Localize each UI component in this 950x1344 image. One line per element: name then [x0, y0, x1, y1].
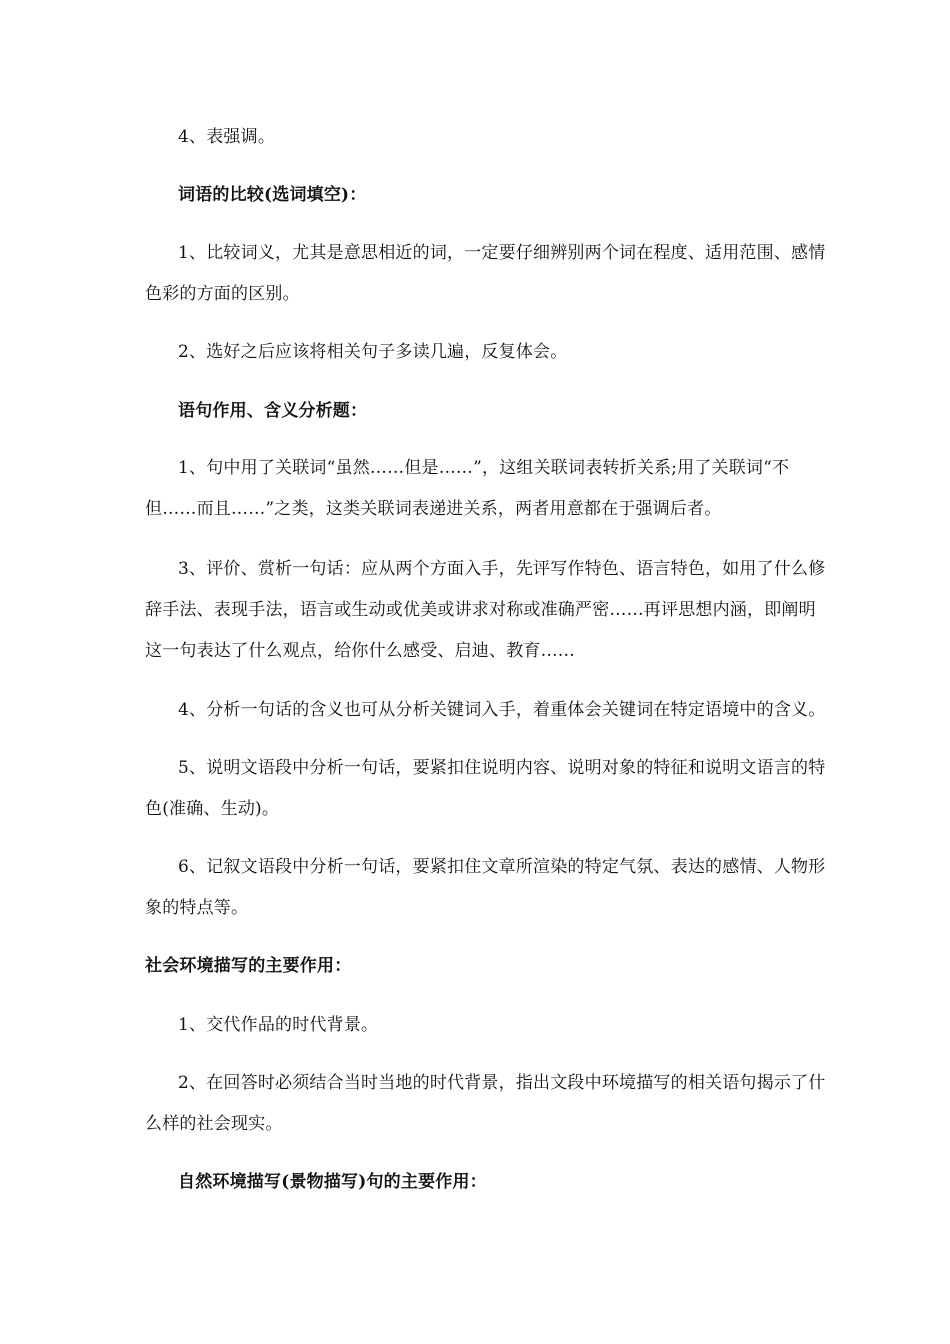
paragraph-line: 1、句中用了关联词“虽然……但是……”，这组关联词表转折关系;用了关联词“不 — [178, 458, 790, 478]
paragraph-line: 4、分析一句话的含义也可从分析关键词入手，着重体会关键词在特定语境中的含义。 — [178, 700, 826, 720]
paragraph-line: 这一句表达了什么观点，给你什么感受、启迪、教育…… — [145, 641, 575, 661]
paragraph-line: 么样的社会现实。 — [145, 1114, 283, 1134]
paragraph-line: 辞手法、表现手法，语言或生动或优美或讲求对称或准确严密……再评思想内涵，即阐明 — [145, 600, 816, 620]
paragraph-line: 5、说明文语段中分析一句话，要紧扣住说明内容、说明对象的特征和说明文语言的特 — [178, 758, 826, 778]
paragraph-line: 象的特点等。 — [145, 898, 249, 918]
paragraph-line: 1、交代作品的时代背景。 — [178, 1015, 379, 1035]
paragraph-line: 色彩的方面的区别。 — [145, 284, 300, 304]
paragraph-line: 3、评价、赏析一句话：应从两个方面入手，先评写作特色、语言特色，如用了什么修 — [178, 559, 826, 579]
paragraph-line: 但……而且……”之类，这类关联词表递进关系，两者用意都在于强调后者。 — [145, 499, 722, 519]
paragraph-line: 1、比较词义，尤其是意思相近的词，一定要仔细辨别两个词在程度、适用范围、感情 — [178, 243, 826, 263]
paragraph-line: 色(准确、生动)。 — [145, 799, 280, 819]
section-heading: 社会环境描写的主要作用： — [145, 956, 352, 976]
section-heading: 语句作用、含义分析题： — [178, 401, 368, 421]
section-heading: 词语的比较(选词填空)： — [178, 185, 367, 205]
paragraph-line: 2、选好之后应该将相关句子多读几遍，反复体会。 — [178, 342, 568, 362]
section-heading: 自然环境描写(景物描写)句的主要作用： — [178, 1172, 487, 1192]
paragraph-line: 2、在回答时必须结合当时当地的时代背景，指出文段中环境描写的相关语句揭示了什 — [178, 1073, 826, 1093]
paragraph-line: 6、记叙文语段中分析一句话，要紧扣住文章所渲染的特定气氛、表达的感情、人物形 — [178, 857, 826, 877]
paragraph-line: 4、表强调。 — [178, 127, 276, 147]
